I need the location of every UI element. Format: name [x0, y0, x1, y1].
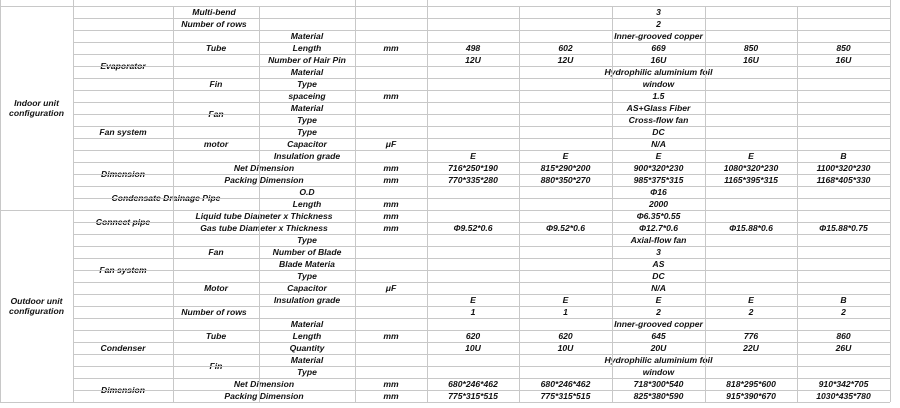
unit-cell — [355, 150, 427, 162]
unit-cell: mm — [383, 223, 399, 233]
value-cell: 3 — [656, 247, 661, 257]
unit-cell — [355, 306, 427, 318]
value-cell: 680*246*462 — [540, 379, 591, 389]
value-cell: window — [642, 79, 675, 89]
value-cell: 10U — [465, 343, 481, 353]
row-label: Length — [292, 331, 322, 341]
unit-cell: mm — [383, 379, 399, 389]
section-label-outdoor: Outdoor unit configuration — [9, 296, 64, 316]
grid-line — [73, 222, 890, 223]
value-cell: 20U — [650, 343, 667, 353]
grid-line — [0, 210, 890, 211]
value-cell: Φ15.88*0.6 — [729, 223, 773, 233]
row-label: Number of rows — [181, 307, 247, 317]
row-label: Insulation grade — [273, 295, 341, 305]
value-cell: Φ6.35*0.55 — [636, 211, 681, 221]
unit-cell: mm — [383, 391, 399, 401]
value-cell: E — [470, 151, 476, 161]
row-label: Type — [297, 367, 317, 377]
value-cell: E — [748, 295, 754, 305]
value-cell: Φ9.52*0.6 — [453, 223, 493, 233]
value-cell: 1 — [470, 307, 476, 317]
grid-line — [797, 6, 798, 402]
value-cell: 1030*435*780 — [816, 391, 871, 401]
subgroup-motor: motor — [203, 139, 229, 149]
row-label: Number of Blade — [272, 247, 342, 257]
value-cell: 860 — [836, 331, 851, 341]
subgroup-fan: Fan — [208, 109, 224, 119]
value-cell: Φ9.52*0.6 — [545, 223, 586, 233]
grid-line — [73, 330, 890, 331]
value-cell: 2000 — [648, 199, 669, 209]
subgroup-fin: Fin — [209, 361, 223, 371]
row-label: Type — [297, 235, 317, 245]
unit-cell: mm — [383, 199, 399, 209]
value-cell: E — [655, 151, 662, 161]
unit-cell: mm — [383, 175, 399, 185]
grid-line — [73, 318, 890, 319]
grid-line — [73, 354, 890, 355]
value-cell: B — [840, 295, 847, 305]
unit-cell — [355, 186, 427, 198]
grid-line — [73, 390, 890, 391]
value-cell: 850 — [836, 43, 851, 53]
unit-cell — [355, 78, 427, 90]
row-label: Packing Dimension — [224, 391, 304, 401]
unit-cell — [355, 270, 427, 282]
value-cell: Hydrophilic aluminium foil — [604, 67, 713, 77]
value-cell: 2 — [656, 19, 661, 29]
value-cell: 645 — [651, 331, 666, 341]
value-cell: 620 — [558, 331, 573, 341]
row-label: Blade Materia — [279, 259, 335, 269]
value-cell: 602 — [558, 43, 573, 53]
value-cell: 22U — [743, 343, 759, 353]
grid-line — [73, 138, 890, 139]
unit-cell — [355, 318, 427, 330]
row-label: Net Dimension — [233, 163, 295, 173]
grid-line — [73, 18, 890, 19]
value-cell: E — [470, 295, 476, 305]
row-label: Material — [290, 31, 324, 41]
value-cell: 825*380*590 — [633, 391, 684, 401]
grid-line — [427, 0, 428, 402]
section-label-indoor: Indoor unit configuration — [9, 98, 64, 118]
grid-line — [73, 6, 890, 7]
value-cell: 16U — [743, 55, 759, 65]
grid-line — [73, 150, 890, 151]
grid-line — [73, 246, 890, 247]
group-label-dimension-indoor: Dimension — [101, 169, 145, 179]
value-cell: E — [748, 151, 754, 161]
unit-cell — [355, 246, 427, 258]
unit-cell — [355, 258, 427, 270]
value-cell: 2 — [656, 307, 661, 317]
unit-cell — [355, 354, 427, 366]
row-label: Type — [297, 115, 317, 125]
row-label: Capacitor — [287, 283, 327, 293]
grid-line — [73, 270, 890, 271]
value-cell: E — [655, 295, 662, 305]
value-cell: 718*300*540 — [633, 379, 684, 389]
row-label: spaceing — [288, 91, 326, 101]
grid-line — [73, 114, 890, 115]
grid-line — [0, 402, 890, 403]
row-label: Gas tube Diameter x Thickness — [200, 223, 328, 233]
row-label: Length — [292, 43, 322, 53]
value-cell: 985*375*315 — [633, 175, 684, 185]
row-label: Type — [297, 127, 317, 137]
row-label: Material — [290, 67, 324, 77]
value-cell: 1 — [563, 307, 568, 317]
grid-line — [73, 54, 890, 55]
value-cell: 776 — [743, 331, 759, 341]
grid-line — [73, 90, 890, 91]
row-label: Number of Hair Pin — [268, 55, 346, 65]
row-label: Quantity — [289, 343, 325, 353]
value-cell: 880*350*270 — [540, 175, 591, 185]
unit-cell — [355, 6, 427, 18]
value-cell: 498 — [465, 43, 481, 53]
grid-line — [73, 30, 890, 31]
group-label-fan-system-outdoor: Fan system — [99, 265, 147, 275]
value-cell: 2 — [841, 307, 846, 317]
grid-line — [73, 42, 890, 43]
grid-line — [73, 294, 890, 295]
row-label: Capacitor — [287, 139, 327, 149]
value-cell: window — [642, 367, 675, 377]
subgroup-fan: Fan — [208, 247, 224, 257]
value-cell: E — [562, 151, 569, 161]
row-label: Length — [292, 199, 322, 209]
value-cell: 770*335*280 — [448, 175, 498, 185]
row-label: Multi-bend — [192, 7, 236, 17]
unit-cell — [355, 342, 427, 354]
unit-cell — [355, 18, 427, 30]
value-cell: 3 — [656, 7, 661, 17]
value-cell: N/A — [651, 283, 666, 293]
row-label: Net Dimension — [233, 379, 295, 389]
value-cell: Hydrophilic aluminium foil — [604, 355, 713, 365]
group-label-evaporator: Evaporator — [100, 61, 146, 71]
value-cell: 1080*320*230 — [723, 163, 779, 173]
value-cell: 915*390*670 — [726, 391, 776, 401]
subgroup-fin: Fin — [209, 79, 223, 89]
value-cell: AS+Glass Fiber — [626, 103, 691, 113]
unit-cell: mm — [383, 331, 399, 341]
grid-line — [73, 378, 890, 379]
value-cell: 775*315*515 — [448, 391, 498, 401]
unit-cell: μF — [385, 283, 397, 293]
unit-cell — [355, 54, 427, 66]
grid-line — [173, 6, 174, 402]
value-cell: 10U — [557, 343, 574, 353]
value-cell: 815*290*200 — [540, 163, 591, 173]
value-cell: 16U — [835, 55, 852, 65]
unit-cell — [355, 234, 427, 246]
value-cell: B — [840, 151, 847, 161]
row-label: Material — [290, 103, 324, 113]
grid-line — [73, 366, 890, 367]
grid-line — [705, 6, 706, 402]
value-cell: 716*250*190 — [448, 163, 498, 173]
grid-line — [73, 162, 890, 163]
row-label: Packing Dimension — [224, 175, 304, 185]
grid-line — [73, 66, 890, 67]
row-label: Liquid tube Diameter x Thickness — [195, 211, 333, 221]
group-label-condenser: Condenser — [100, 343, 146, 353]
value-cell: Axial-flow fan — [630, 235, 687, 245]
unit-cell — [355, 30, 427, 42]
value-cell: N/A — [651, 139, 666, 149]
grid-line — [73, 174, 890, 175]
unit-cell: mm — [383, 211, 399, 221]
unit-cell — [355, 366, 427, 378]
group-label-condensate-pipe: Condensate Drainage Pipe — [111, 193, 221, 203]
grid-line — [73, 78, 890, 79]
row-label: O.D — [299, 187, 315, 197]
grid-line — [355, 0, 356, 402]
grid-line — [73, 258, 890, 259]
value-cell: 2 — [748, 307, 754, 317]
value-cell: 620 — [465, 331, 481, 341]
grid-line — [73, 102, 890, 103]
grid-line — [73, 282, 890, 283]
value-cell: E — [562, 295, 569, 305]
subgroup-motor: Motor — [204, 283, 228, 293]
grid-line — [73, 306, 890, 307]
grid-line — [73, 234, 890, 235]
value-cell: DC — [652, 127, 665, 137]
unit-cell — [355, 294, 427, 306]
value-cell: 1168*405*330 — [816, 175, 871, 185]
value-cell: 850 — [743, 43, 759, 53]
row-label: Material — [290, 355, 324, 365]
grid-line — [73, 126, 890, 127]
row-label: Type — [297, 271, 317, 281]
unit-cell — [355, 66, 427, 78]
unit-cell — [355, 102, 427, 114]
value-cell: Φ12.7*0.6 — [638, 223, 679, 233]
grid-line — [73, 0, 74, 402]
row-label: Type — [297, 79, 317, 89]
grid-line — [0, 0, 1, 402]
unit-cell: mm — [383, 163, 399, 173]
value-cell: 26U — [835, 343, 852, 353]
value-cell: DC — [652, 271, 665, 281]
value-cell: Inner-grooved copper — [614, 31, 703, 41]
unit-cell — [355, 114, 427, 126]
grid-line — [890, 0, 891, 402]
grid-line — [73, 342, 890, 343]
value-cell: 1165*395*315 — [724, 175, 778, 185]
unit-cell — [355, 126, 427, 138]
value-cell: Inner-grooved copper — [614, 319, 703, 329]
unit-cell: μF — [385, 139, 397, 149]
row-label: Insulation grade — [273, 151, 341, 161]
group-label-fan-system-indoor: Fan system — [99, 127, 147, 137]
value-cell: Cross-flow fan — [628, 115, 689, 125]
grid-line — [73, 186, 890, 187]
value-cell: Φ15.88*0.75 — [819, 223, 868, 233]
value-cell: 818*295*600 — [726, 379, 776, 389]
subgroup-tube: Tube — [205, 43, 227, 53]
value-cell: 900*320*230 — [633, 163, 684, 173]
grid-line — [612, 6, 613, 402]
row-label: Material — [290, 319, 324, 329]
value-cell: 680*246*462 — [448, 379, 498, 389]
value-cell: 669 — [651, 43, 666, 53]
unit-cell: mm — [383, 43, 399, 53]
group-label-dimension-outdoor: Dimension — [101, 385, 145, 395]
value-cell: 1.5 — [652, 91, 665, 101]
value-cell: 12U — [465, 55, 481, 65]
grid-line — [259, 6, 260, 402]
grid-line — [73, 198, 890, 199]
value-cell: Φ16 — [650, 187, 667, 197]
value-cell: 775*315*515 — [540, 391, 591, 401]
unit-cell: mm — [383, 91, 399, 101]
grid-line — [519, 6, 520, 402]
value-cell: 16U — [650, 55, 667, 65]
value-cell: 1100*320*230 — [816, 163, 871, 173]
value-cell: 910*342*705 — [818, 379, 869, 389]
subgroup-tube: Tube — [205, 331, 227, 341]
value-cell: 12U — [557, 55, 574, 65]
group-label-connect-pipe: Connect pipe — [95, 217, 151, 227]
value-cell: AS — [652, 259, 665, 269]
row-label: Number of rows — [181, 19, 247, 29]
